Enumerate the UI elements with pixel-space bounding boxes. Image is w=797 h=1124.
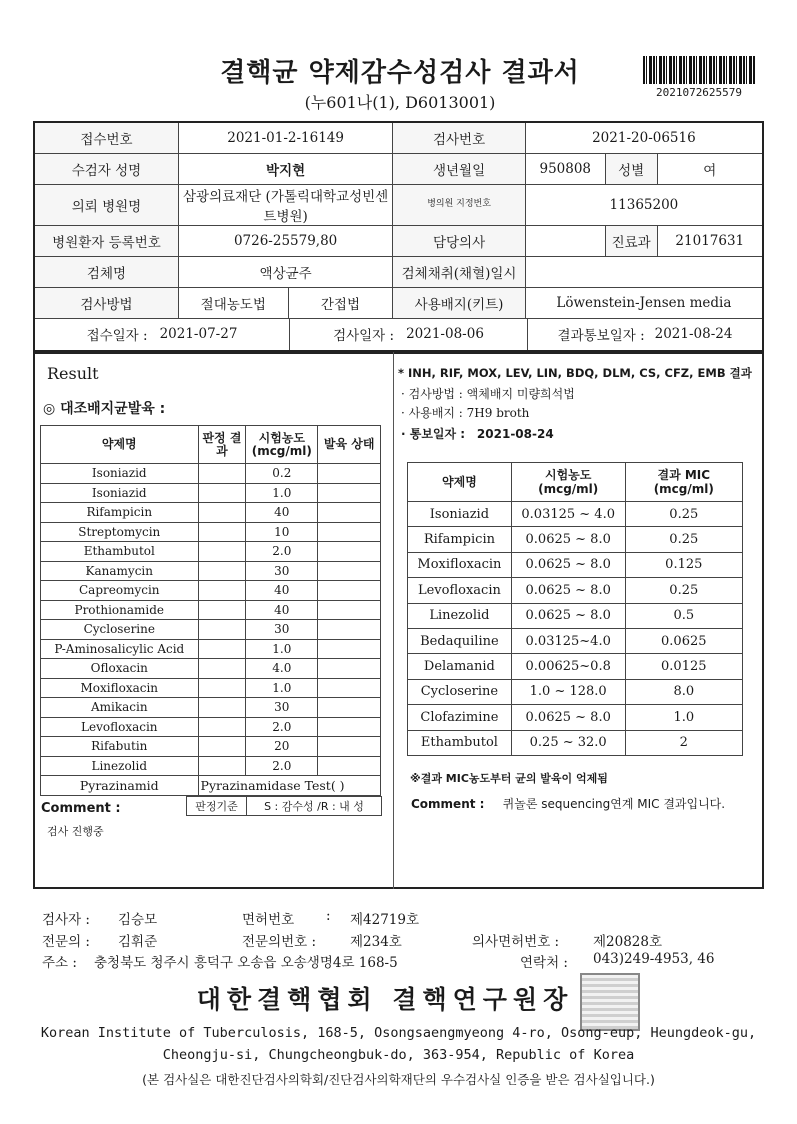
drug-name: Ofloxacin [41,659,199,679]
judgement [198,483,246,503]
hospital-label: 의뢰 병원명 [34,184,178,225]
specimen-label: 검체명 [34,256,178,287]
result-label: Result [47,364,99,383]
drug-name: Prothionamide [41,600,199,620]
table-row [41,737,381,757]
mic-col-drug: 약제명 [408,463,512,502]
license-colon: : [326,908,331,924]
table-row [408,679,743,704]
mic-notice [401,425,554,442]
table-row [41,756,381,776]
test-range: 0.03125 ~ 4.0 [511,502,625,527]
collect-label: 검체채취(채혈)일시 [393,256,526,287]
growth [318,698,381,718]
barcode-number: 2021072625579 [655,86,743,99]
mic-heading: * INH, RIF, MOX, LEV, LIN, BDQ, DLM, CS, CFZ, EMB 결과 [398,366,752,380]
hospital-code-label: 병의원 지정번호 [393,184,526,225]
table-row [408,654,743,679]
drug-name: Clofazimine [408,705,512,730]
patient-name: 박지현 [178,153,392,184]
test-date-label: 검사일자 : [333,328,395,344]
concentration: 20 [246,737,318,757]
growth [318,600,381,620]
judgement [198,600,246,620]
method-type: 간접법 [288,287,393,318]
mic-result: 0.25 [625,502,742,527]
table-row [41,678,381,698]
concentration: 2.0 [246,756,318,776]
right-comment-value: 퀴놀론 sequencing연계 MIC 결과입니다. [502,797,726,811]
judgement [198,581,246,601]
drug-name: Moxifloxacin [408,552,512,577]
growth [318,581,381,601]
mic-note: ※결과 MIC농도부터 균의 발육이 억제됨 [410,772,608,785]
drug-name: Levofloxacin [408,578,512,603]
concentration: 1.0 [246,678,318,698]
concentration: 30 [246,561,318,581]
test-range: 0.0625 ~ 8.0 [511,705,625,730]
concentration: 2.0 [246,717,318,737]
drug-name: Moxifloxacin [41,678,199,698]
table-row [41,581,381,601]
doc-license-number: 제20828호 [593,934,663,950]
notice-date: 2021-08-24 [476,427,554,441]
drug-name: Ethambutol [41,542,199,562]
table-row [41,717,381,737]
sex-value: 여 [657,153,763,184]
test-date: 2021-08-06 [406,326,484,342]
judgement [198,542,246,562]
hospital-code: 11365200 [525,184,763,225]
judgement [198,717,246,737]
mic-table [407,462,743,756]
table-row [41,639,381,659]
right-comment-label: Comment : [411,797,485,811]
license-label: 면허번호 [242,912,295,928]
doc-license-label: 의사면허번호 : [472,934,560,950]
judgement [198,737,246,757]
table-row [41,503,381,523]
report-date-label: 결과통보일자 : [557,328,645,344]
address-value: 충청북도 청주시 흥덕구 오송읍 오송생명4로 168-5 [94,955,398,971]
method-value: 절대농도법 [178,287,288,318]
test-range: 0.03125~4.0 [511,628,625,653]
sex-label: 성별 [605,153,657,184]
judgement [198,561,246,581]
hospital-name: 삼광의료재단 (가톨릭대학교성빈센트병원) [178,184,392,225]
growth [318,659,381,679]
mic-result: 0.5 [625,603,742,628]
doctor-value [525,225,605,256]
collect-value [525,256,763,287]
institute-name: 대한결핵협회 결핵연구원장 [196,985,574,1014]
test-range: 0.0625 ~ 8.0 [511,527,625,552]
drug-name: Linezolid [41,756,199,776]
table-row [41,542,381,562]
judgement [198,503,246,523]
growth [318,561,381,581]
judgement [198,698,246,718]
drug-name: Levofloxacin [41,717,199,737]
mic-medium: · 사용배지 : 7H9 broth [401,406,530,420]
growth [318,464,381,484]
doctor-label: 담당의사 [393,225,526,256]
test-range: 0.00625~0.8 [511,654,625,679]
solid-media-table [40,425,381,796]
concentration: 0.2 [246,464,318,484]
birth-value: 950808 [525,153,605,184]
drug-name: Cycloserine [408,679,512,704]
judge-value: S : 감수성 /R : 내 성 [247,797,382,816]
col-drug: 약제명 [41,426,199,464]
test-range: 1.0 ~ 128.0 [511,679,625,704]
mic-result: 0.25 [625,527,742,552]
drug-name: Isoniazid [41,464,199,484]
test-no: 2021-20-06516 [525,122,763,153]
drug-name: Amikacin [41,698,199,718]
drug-name: Bedaquiline [408,628,512,653]
table-row [41,600,381,620]
col-concentration: 시험농도 (mcg/ml) [246,426,318,464]
judgement [198,620,246,640]
growth [318,483,381,503]
concentration: 10 [246,522,318,542]
test-no-label: 검사번호 [393,122,526,153]
dept-value: 21017631 [657,225,763,256]
barcode-icon [643,56,755,84]
judgement [198,522,246,542]
right-comment [411,795,725,812]
drug-name: Streptomycin [41,522,199,542]
growth [318,522,381,542]
method-label: 검사방법 [34,287,178,318]
table-row [408,730,743,755]
address-label: 주소 : [42,955,77,971]
table-row [408,527,743,552]
table-row [408,628,743,653]
test-range: 0.25 ~ 32.0 [511,730,625,755]
left-comment-value: 검사 진행중 [47,825,104,838]
table-row [408,502,743,527]
judgement [198,659,246,679]
mic-result: 0.125 [625,552,742,577]
left-comment-label: Comment : [41,801,121,816]
mic-result: 0.25 [625,578,742,603]
mic-result: 8.0 [625,679,742,704]
growth [318,639,381,659]
mic-result: 0.0125 [625,654,742,679]
address-en-line2: Cheongju-si, Chungcheongbuk-do, 363-954, Republic of Korea [162,1047,635,1063]
reg-no-label: 병원환자 등록번호 [34,225,178,256]
receipt-date: 2021-07-27 [159,326,238,342]
pyrazinamid-label: Pyrazinamid [41,776,199,796]
table-row [41,659,381,679]
judgement-criteria [186,796,382,816]
growth [318,756,381,776]
drug-name: Delamanid [408,654,512,679]
mic-method: · 검사방법 : 액체배지 미량희석법 [401,387,575,401]
table-row [41,522,381,542]
table-row [408,578,743,603]
table-row [408,552,743,577]
drug-name: Cycloserine [41,620,199,640]
test-range: 0.0625 ~ 8.0 [511,578,625,603]
concentration: 1.0 [246,483,318,503]
drug-name: Isoniazid [408,502,512,527]
drug-name: Ethambutol [408,730,512,755]
medium-label: 사용배지(키트) [393,287,526,318]
growth [318,620,381,640]
specimen-value: 액상균주 [178,256,392,287]
drug-name: Rifabutin [41,737,199,757]
medium-value: Löwenstein-Jensen media [525,287,763,318]
growth [318,737,381,757]
concentration: 30 [246,698,318,718]
mic-result: 1.0 [625,705,742,730]
concentration: 40 [246,600,318,620]
growth [318,678,381,698]
address-en-line1: Korean Institute of Tuberculosis, 168-5, Osongsaengmyeong 4-ro, Osong-eup, Heungdeok-gu, [40,1025,757,1041]
judgement [198,756,246,776]
receipt-date-label: 접수일자 : [86,328,148,344]
patient-info-table [33,121,764,352]
spec-license-label: 전문의번호 : [242,934,317,950]
table-row [41,698,381,718]
patient-name-label: 수검자 성명 [34,153,178,184]
growth [318,503,381,523]
license-number: 제42719호 [350,912,420,928]
judge-label: 판정기준 [187,797,247,816]
control-growth-title: ◎ 대조배지균발육 : [43,401,166,417]
contact-value: 043)249-4953, 46 [593,951,715,967]
drug-name: Isoniazid [41,483,199,503]
drug-name: Capreomycin [41,581,199,601]
table-row [41,464,381,484]
concentration: 40 [246,503,318,523]
examiner-label: 검사자 : [42,912,90,928]
receipt-no: 2021-01-2-16149 [178,122,392,153]
document-title: 결핵균 약제감수성검사 결과서 [220,58,580,88]
growth [318,717,381,737]
dept-label: 진료과 [605,225,657,256]
panel-divider [393,352,394,889]
drug-name: Kanamycin [41,561,199,581]
mic-result: 2 [625,730,742,755]
concentration: 1.0 [246,639,318,659]
growth [318,542,381,562]
test-range: 0.0625 ~ 8.0 [511,603,625,628]
mic-col-range: 시험농도 (mcg/ml) [511,463,625,502]
certification-note: (본 검사실은 대한진단검사의학회/진단검사의학재단의 우수검사실 인증을 받은 검사실입니다.) [142,1072,655,1087]
table-row [408,603,743,628]
table-row [408,705,743,730]
judgement [198,464,246,484]
mic-col-result: 결과 MIC (mcg/ml) [625,463,742,502]
judgement [198,639,246,659]
drug-name: Linezolid [408,603,512,628]
concentration: 40 [246,581,318,601]
drug-name: Rifampicin [408,527,512,552]
concentration: 30 [246,620,318,640]
document-code: (누601나(1), D6013001) [304,93,496,112]
pyrazinamidase-test: Pyrazinamidase Test( ) [198,776,380,796]
table-row [41,483,381,503]
concentration: 4.0 [246,659,318,679]
report-date: 2021-08-24 [654,326,733,342]
birth-label: 생년월일 [393,153,526,184]
judgement [198,678,246,698]
specialist-label: 전문의 : [42,934,90,950]
test-range: 0.0625 ~ 8.0 [511,552,625,577]
col-growth: 발육 상태 [318,426,381,464]
specialist-name: 김휘준 [118,934,158,950]
drug-name: P-Aminosalicylic Acid [41,639,199,659]
receipt-no-label: 접수번호 [34,122,178,153]
concentration: 2.0 [246,542,318,562]
drug-name: Rifampicin [41,503,199,523]
table-row [41,620,381,640]
spec-license-number: 제234호 [350,934,402,950]
examiner-name: 김승모 [118,912,158,928]
mic-result: 0.0625 [625,628,742,653]
notice-label: · 통보일자 : [401,427,466,441]
contact-label: 연락처 : [520,955,568,971]
reg-no: 0726-25579,80 [178,225,392,256]
col-judgement: 판정 결과 [198,426,246,464]
table-row [41,561,381,581]
